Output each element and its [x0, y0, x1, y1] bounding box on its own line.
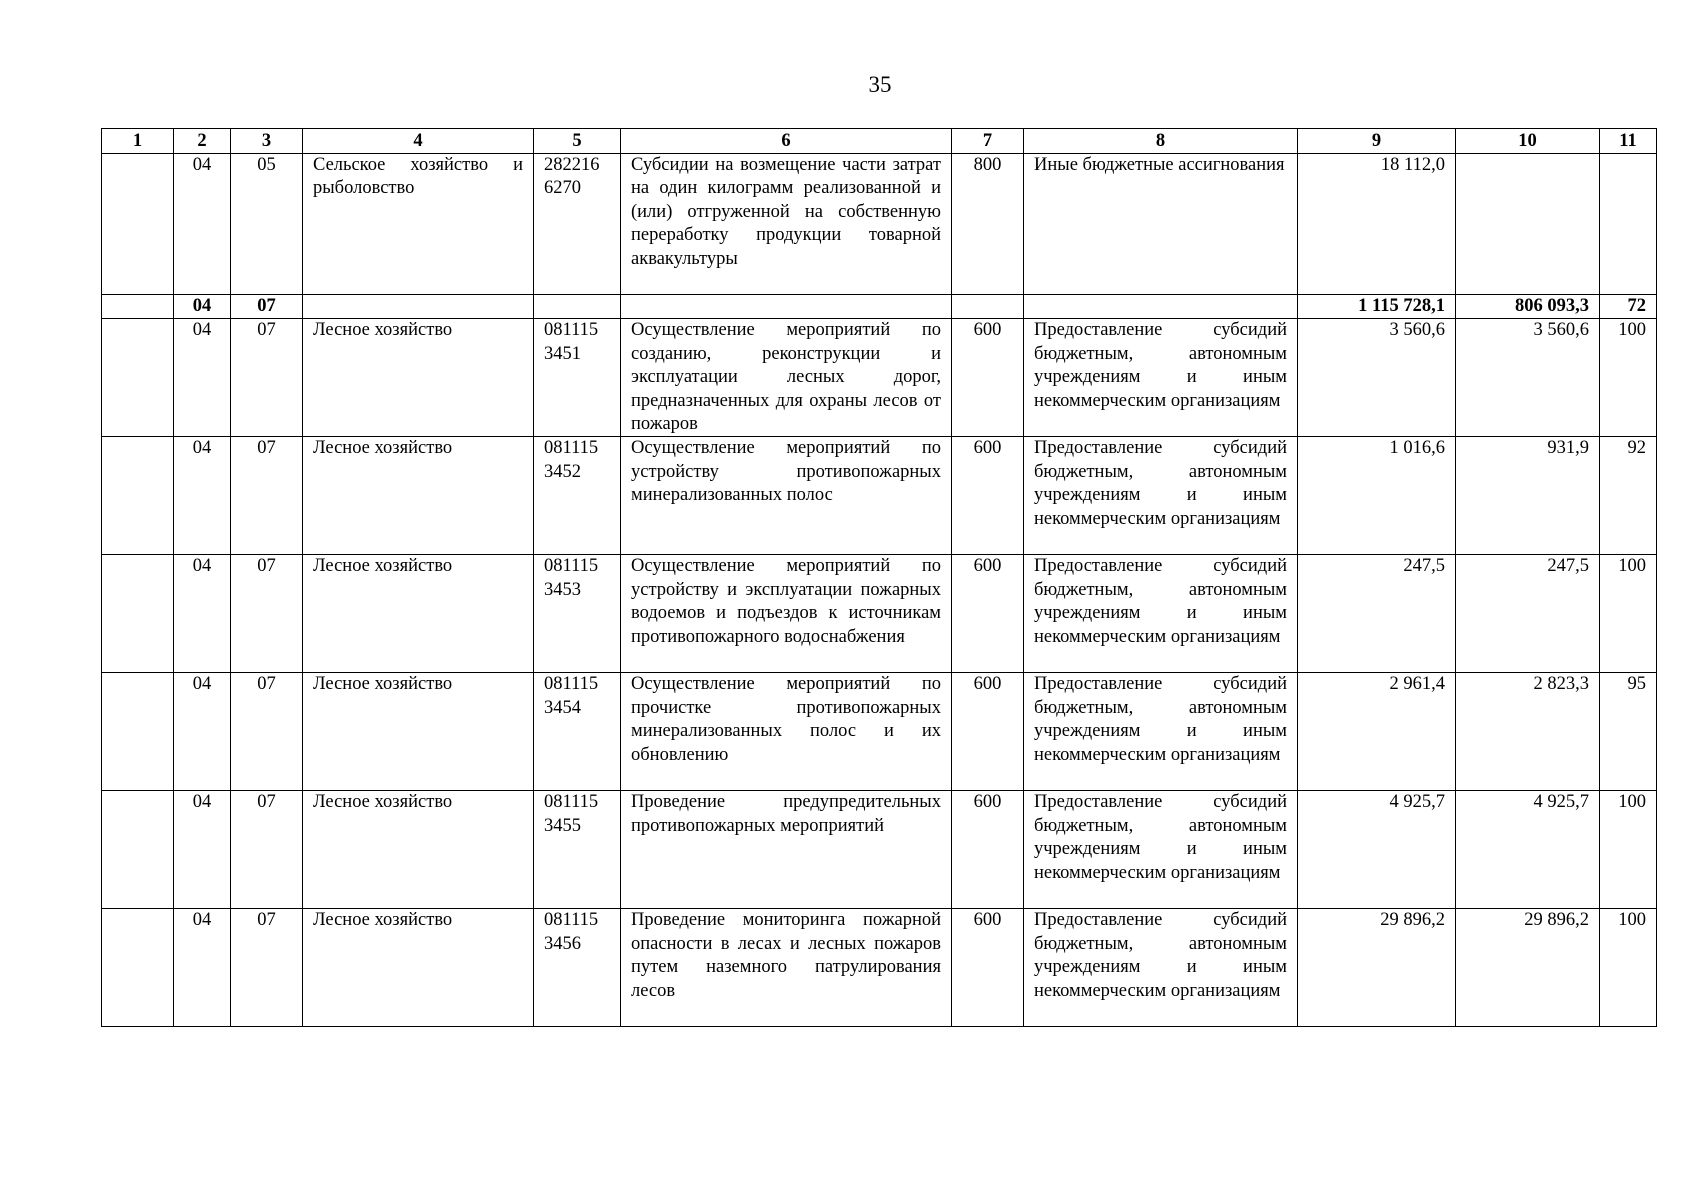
execution-percent: 100 [1600, 555, 1657, 673]
page-number: 35 [868, 72, 892, 97]
target-article-code: 081115 3455 [534, 791, 621, 909]
target-article-name: Осуществление мероприятий по прочистке противопожарных минерализованных полос и их обновлению [621, 673, 952, 791]
subsection-code: 07 [231, 791, 303, 909]
column-header: 1 [102, 129, 174, 154]
subsection-name [303, 295, 534, 319]
expense-type-name: Предоставление субсидий бюджетным, автономным учреждениям и иным некоммерческим организациям [1024, 673, 1298, 791]
subsection-code: 07 [231, 909, 303, 1027]
column-header: 4 [303, 129, 534, 154]
row-number [102, 437, 174, 555]
column-header: 7 [952, 129, 1024, 154]
subsection-name: Сельское хозяйство и рыболовство [303, 154, 534, 295]
column-header: 6 [621, 129, 952, 154]
table-row [102, 909, 1657, 1027]
table-row [102, 791, 1657, 909]
table-row-total [102, 295, 1657, 319]
target-article-name: Осуществление мероприятий по созданию, реконструкции и эксплуатации лесных дорог, предназначенных для охраны лесов от пожаров [621, 319, 952, 437]
execution-percent: 72 [1600, 295, 1657, 319]
expense-type-name: Иные бюджетные ассигнования [1024, 154, 1298, 295]
expense-type-code: 600 [952, 437, 1024, 555]
table-row [102, 437, 1657, 555]
subsection-code: 07 [231, 437, 303, 555]
planned-amount: 29 896,2 [1298, 909, 1456, 1027]
row-number [102, 295, 174, 319]
planned-amount: 1 016,6 [1298, 437, 1456, 555]
expense-type-name: Предоставление субсидий бюджетным, автономным учреждениям и иным некоммерческим организациям [1024, 437, 1298, 555]
expense-type-name: Предоставление субсидий бюджетным, автономным учреждениям и иным некоммерческим организациям [1024, 791, 1298, 909]
execution-percent [1600, 154, 1657, 295]
target-article-code: 081115 3452 [534, 437, 621, 555]
target-article-code: 081115 3456 [534, 909, 621, 1027]
section-code: 04 [174, 673, 231, 791]
expense-type-code: 600 [952, 909, 1024, 1027]
column-header: 9 [1298, 129, 1456, 154]
table-row [102, 319, 1657, 437]
subsection-code: 07 [231, 555, 303, 673]
column-header: 5 [534, 129, 621, 154]
execution-percent: 100 [1600, 319, 1657, 437]
subsection-code: 07 [231, 319, 303, 437]
target-article-name: Осуществление мероприятий по устройству и эксплуатации пожарных водоемов и подъездов к источникам противопожарного водоснабжения [621, 555, 952, 673]
target-article-code [534, 295, 621, 319]
section-code: 04 [174, 154, 231, 295]
target-article-name [621, 295, 952, 319]
subsection-name: Лесное хозяйство [303, 909, 534, 1027]
expense-type-name: Предоставление субсидий бюджетным, автономным учреждениям и иным некоммерческим организациям [1024, 555, 1298, 673]
executed-amount [1456, 154, 1600, 295]
section-code: 04 [174, 909, 231, 1027]
executed-amount: 4 925,7 [1456, 791, 1600, 909]
expense-type-name [1024, 295, 1298, 319]
subsection-code: 05 [231, 154, 303, 295]
subsection-name: Лесное хозяйство [303, 437, 534, 555]
expense-type-code: 600 [952, 673, 1024, 791]
row-number [102, 791, 174, 909]
subsection-code: 07 [231, 673, 303, 791]
column-header: 11 [1600, 129, 1657, 154]
execution-percent: 100 [1600, 909, 1657, 1027]
planned-amount: 4 925,7 [1298, 791, 1456, 909]
expense-type-code: 600 [952, 319, 1024, 437]
executed-amount: 29 896,2 [1456, 909, 1600, 1027]
execution-percent: 92 [1600, 437, 1657, 555]
row-number [102, 555, 174, 673]
section-code: 04 [174, 791, 231, 909]
budget-table [101, 128, 1657, 1027]
column-header: 3 [231, 129, 303, 154]
target-article-code: 081115 3454 [534, 673, 621, 791]
execution-percent: 100 [1600, 791, 1657, 909]
target-article-code: 282216 6270 [534, 154, 621, 295]
planned-amount: 18 112,0 [1298, 154, 1456, 295]
execution-percent: 95 [1600, 673, 1657, 791]
target-article-name: Проведение предупредительных противопожарных мероприятий [621, 791, 952, 909]
executed-amount: 3 560,6 [1456, 319, 1600, 437]
section-code: 04 [174, 319, 231, 437]
section-code: 04 [174, 295, 231, 319]
row-number [102, 154, 174, 295]
subsection-name: Лесное хозяйство [303, 791, 534, 909]
planned-amount: 2 961,4 [1298, 673, 1456, 791]
subsection-name: Лесное хозяйство [303, 555, 534, 673]
expense-type-name: Предоставление субсидий бюджетным, автономным учреждениям и иным некоммерческим организациям [1024, 319, 1298, 437]
executed-amount: 2 823,3 [1456, 673, 1600, 791]
table-row [102, 154, 1657, 295]
expense-type-name: Предоставление субсидий бюджетным, автономным учреждениям и иным некоммерческим организациям [1024, 909, 1298, 1027]
target-article-name: Проведение мониторинга пожарной опасности в лесах и лесных пожаров путем наземного патрулирования лесов [621, 909, 952, 1027]
subsection-name: Лесное хозяйство [303, 673, 534, 791]
row-number [102, 909, 174, 1027]
column-header: 2 [174, 129, 231, 154]
planned-amount: 1 115 728,1 [1298, 295, 1456, 319]
target-article-code: 081115 3451 [534, 319, 621, 437]
section-code: 04 [174, 437, 231, 555]
subsection-name: Лесное хозяйство [303, 319, 534, 437]
planned-amount: 247,5 [1298, 555, 1456, 673]
executed-amount: 931,9 [1456, 437, 1600, 555]
executed-amount: 247,5 [1456, 555, 1600, 673]
row-number [102, 319, 174, 437]
target-article-name: Субсидии на возмещение части затрат на один килограмм реализованной и (или) отгруженной на собственную переработку продукции товарной аквакультуры [621, 154, 952, 295]
column-header: 10 [1456, 129, 1600, 154]
table-row [102, 673, 1657, 791]
expense-type-code: 600 [952, 555, 1024, 673]
column-header: 8 [1024, 129, 1298, 154]
section-code: 04 [174, 555, 231, 673]
table-row [102, 555, 1657, 673]
expense-type-code [952, 295, 1024, 319]
expense-type-code: 800 [952, 154, 1024, 295]
target-article-name: Осуществление мероприятий по устройству противопожарных минерализованных полос [621, 437, 952, 555]
target-article-code: 081115 3453 [534, 555, 621, 673]
row-number [102, 673, 174, 791]
planned-amount: 3 560,6 [1298, 319, 1456, 437]
executed-amount: 806 093,3 [1456, 295, 1600, 319]
expense-type-code: 600 [952, 791, 1024, 909]
header-row [102, 129, 1657, 154]
subsection-code: 07 [231, 295, 303, 319]
